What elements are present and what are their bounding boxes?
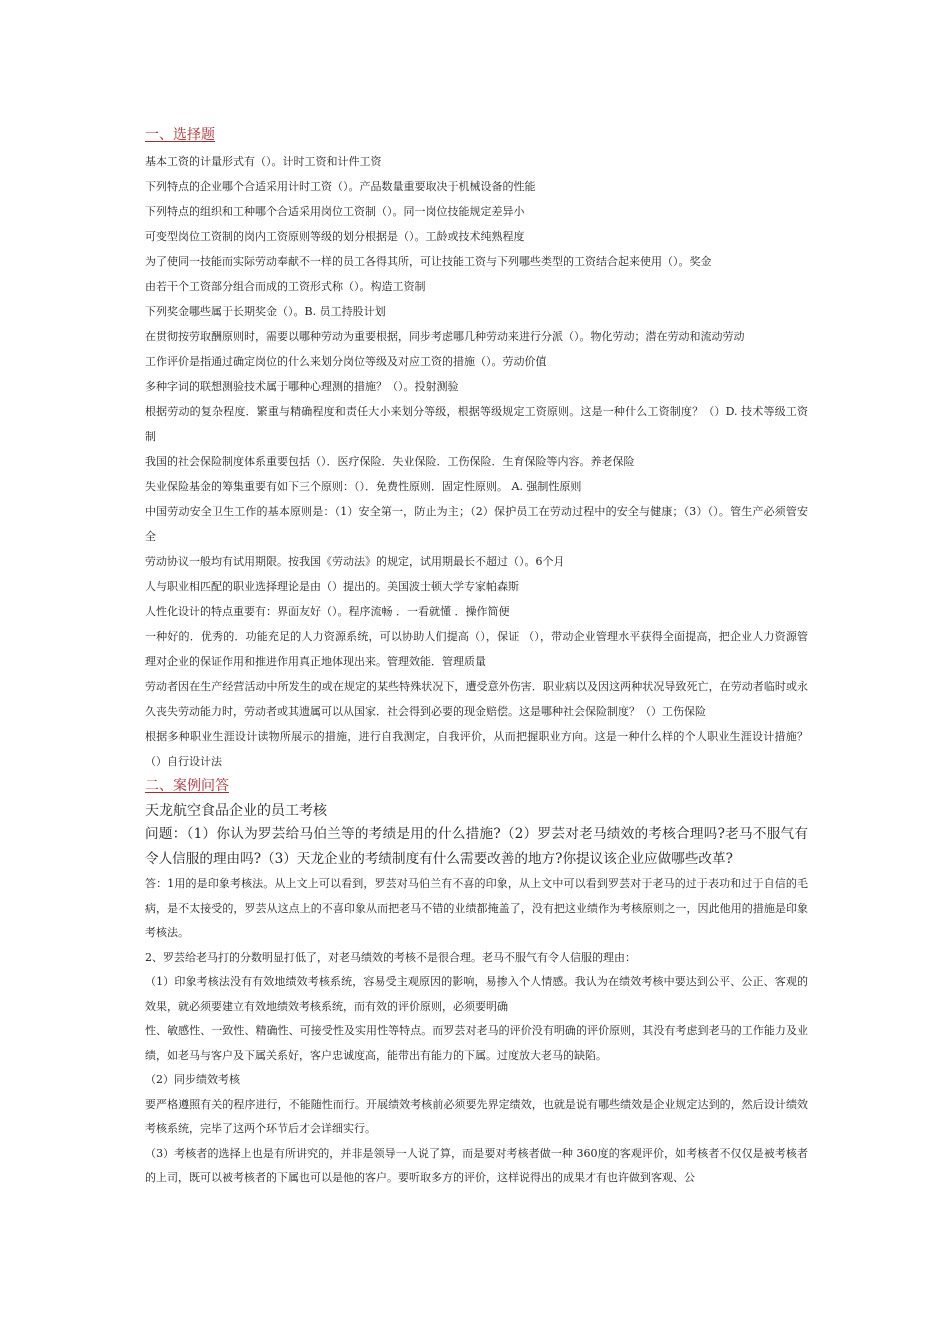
question-item: 由若干个工资部分组合而成的工资形式称（）。构造工资制 — [145, 280, 426, 293]
question-item: 失业保险基金的筹集重要有如下三个原则：（）．免费性原则．固定性原则。 A. 强制性原则 — [145, 480, 582, 493]
question-item: 劳动协议一般均有试用期限。按我国《劳动法》的规定，试用期最长不超过（）。6个月 — [145, 555, 565, 568]
answer-paragraph: 答：1用的是印象考核法。从上文上可以看到，罗芸对马伯兰有不喜的印象，从上文中可以看到罗芸对于老马的过于表功和过于自信的毛病，是不太接受的，罗芸从这点上的不喜印象从而把老马不错的业绩都掩盖了，没有把这业绩作为考核原则之一，因此他用的措施是印象考核法。 — [145, 877, 808, 939]
case-title: 天龙航空食品企业的员工考核 — [145, 803, 327, 819]
question-item: 为了使同一技能而实际劳动奉献不一样的员工各得其所，可让技能工资与下列哪些类型的工资结合起来使用（）。奖金 — [145, 255, 712, 268]
question-item: 我国的社会保险制度体系重要包括（）．医疗保险．失业保险．工伤保险．生育保险等内容。养老保险 — [145, 455, 635, 468]
question-item: 一种好的．优秀的．功能充足的人力资源系统，可以协助人们提高（），保证 （），带动企业管理水平获得全面提高，把企业人力资源管理对企业的保证作用和推进作用真正地体现出来。管理效能．管理质量 — [145, 630, 808, 668]
question-item: 劳动者因在生产经营活动中所发生的或在规定的某些特殊状况下，遭受意外伤害．职业病以及因这两种状况导致死亡，在劳动者临时或永久丧失劳动能力时，劳动者或其遗属可以从国家．社会得到必要的现金赔偿。这是哪种社会保险制度？（）工伤保险 — [145, 680, 808, 718]
answer-paragraph: 2、罗芸给老马打的分数明显打低了，对老马绩效的考核不是很合理。老马不服气有令人信服的理由： — [145, 950, 636, 964]
question-item: 下列特点的企业哪个合适采用计时工资（）。产品数量重要取决于机械设备的性能 — [145, 180, 536, 193]
question-item: 中国劳动安全卫生工作的基本原则是：（1）安全第一，防止为主；（2）保护员工在劳动过程中的安全与健康；（3）（）。管生产必须管安全 — [145, 505, 808, 543]
question-item: 下列奖金哪些属于长期奖金（）。B. 员工持股计划 — [145, 305, 386, 318]
document-page — [145, 125, 808, 1191]
answer-paragraph: （3）考核者的选择上也是有所讲究的，并非是领导一人说了算，而是要对考核者做一种 360度的客观评价，如考核者不仅仅是被考核者的上司，既可以被考核者的下属也可以是他的客户。要听取多方的评价，这样说得出的成果才有也许做到客观、公 — [145, 1146, 808, 1184]
section-heading-case: 二、案例问答 — [145, 778, 229, 794]
question-item: 根据多种职业生涯设计读物所展示的措施，进行自我测定，自我评价，从而把握职业方向。这是一种什么样的个人职业生涯设计措施？（）自行设计法 — [145, 730, 808, 768]
question-item: 人性化设计的特点重要有：界面友好（）。程序流畅 ．一看就懂 ．操作简便 — [145, 605, 510, 618]
answer-list — [145, 872, 808, 1191]
question-list — [145, 149, 808, 774]
case-question: 问题：（1）你认为罗芸给马伯兰等的考绩是用的什么措施?（2）罗芸对老马绩效的考核合理吗?老马不服气有令人信服的理由吗?（3）天龙企业的考绩制度有什么需要改善的地方?你提议该企业应做哪些改革? — [145, 826, 808, 867]
question-item: 多种字词的联想测验技术属于哪种心理测的措施？（）。投射测验 — [145, 380, 459, 393]
question-item: 在贯彻按劳取酬原则时，需要以哪种劳动为重要根据，同步考虑哪几种劳动来进行分派（）。物化劳动；潜在劳动和流动劳动 — [145, 330, 745, 343]
answer-paragraph: 性、敏感性、一致性、精确性、可接受性及实用性等特点。而罗芸对老马的评价没有明确的评价原则，其没有考虑到老马的工作能力及业绩，如老马与客户及下属关系好，客户忠诚度高，能带出有能力的下属。过度放大老马的缺陷。 — [145, 1024, 808, 1062]
question-item: 基本工资的计量形式有（）。计时工资和计件工资 — [145, 155, 382, 168]
question-item: 下列特点的组织和工种哪个合适采用岗位工资制（）。同一岗位技能规定差异小 — [145, 205, 525, 218]
section-heading-choice: 一、选择题 — [145, 127, 215, 143]
answer-paragraph: （2）同步绩效考核 — [145, 1073, 240, 1086]
question-item: 根据劳动的复杂程度．繁重与精确程度和责任大小来划分等级，根据等级规定工资原则。这是一种什么工资制度？（）D. 技术等级工资制 — [145, 405, 808, 443]
answer-paragraph: （1）印象考核法没有有效地绩效考核系统，容易受主观原因的影响，易掺入个人情感。我认为在绩效考核中要达到公平、公正、客观的效果，就必须要建立有效地绩效考核系统，而有效的评价原则，必须要明确 — [145, 975, 808, 1013]
question-item: 人与职业相匹配的职业选择理论是由（）提出的。美国波士顿大学专家帕森斯 — [145, 580, 519, 593]
answer-paragraph: 要严格遵照有关的程序进行，不能随性而行。开展绩效考核前必须要先界定绩效，也就是说有哪些绩效是企业规定达到的，然后设计绩效考核系统，完毕了这两个环节后才会详细实行。 — [145, 1097, 808, 1135]
question-item: 工作评价是指通过确定岗位的什么来划分岗位等级及对应工资的措施（）。劳动价值 — [145, 355, 547, 368]
question-item: 可变型岗位工资制的岗内工资原则等级的划分根据是（）。工龄或技术纯熟程度 — [145, 230, 525, 243]
